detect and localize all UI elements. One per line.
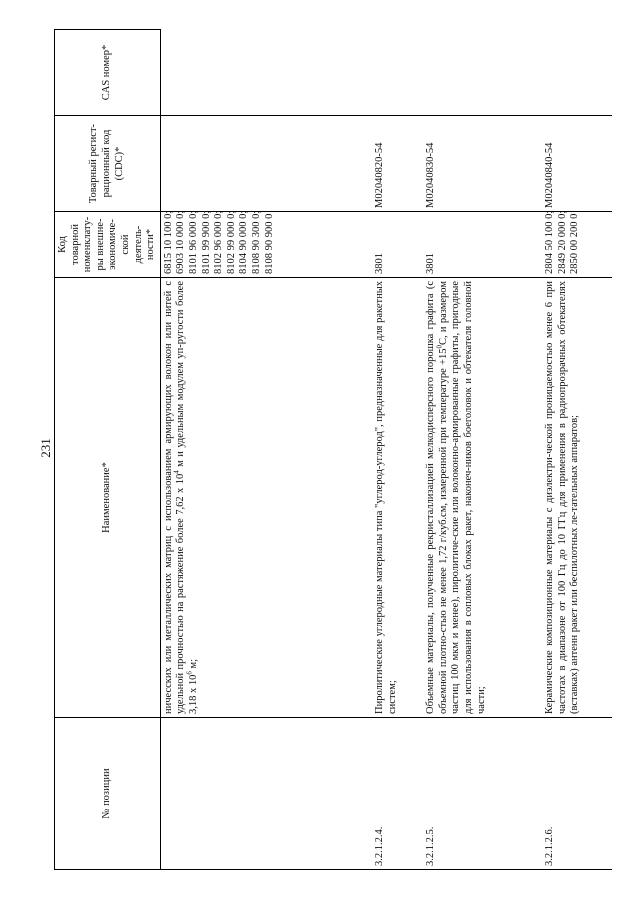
- row-position: [160, 718, 368, 870]
- row-cas: [374, 30, 419, 116]
- code-value: 8102 96 000 0;: [213, 210, 225, 274]
- row-position: 3.2.1.2.5.: [425, 826, 437, 866]
- code-value: 6815 10 100 0;: [162, 210, 174, 274]
- materials-table: [54, 29, 612, 870]
- row-codes: [374, 212, 419, 278]
- code-value: 3801: [374, 253, 386, 274]
- page-number: 231: [38, 438, 53, 458]
- row-cdc: [160, 116, 368, 212]
- row-position: 3.2.1.2.6.: [544, 826, 556, 866]
- row-name: Пиролитические углеродные материалы типа "углерод-углерод", предназначенные для ракетных систем;: [374, 278, 419, 718]
- code-value: 8108 90 900 0: [263, 213, 275, 274]
- row-cdc: M02040820-54: [374, 116, 419, 212]
- name-superscript: 4: [172, 470, 181, 474]
- table-row: [160, 30, 368, 870]
- code-value: 8102 99 000 0;: [225, 210, 237, 274]
- code-value: 2850 00 200 0: [569, 213, 581, 274]
- header-name: Наименование*: [55, 278, 161, 718]
- name-text: м;: [187, 658, 199, 672]
- row-name: [425, 278, 538, 718]
- code-value: 8104 90 000 0;: [238, 210, 250, 274]
- row-name: [160, 278, 368, 718]
- code-value: 2804 50 100 0;: [544, 210, 556, 274]
- row-codes: [425, 212, 538, 278]
- table-row: [374, 30, 419, 870]
- rotated-table-container: [54, 30, 612, 870]
- header-code: Код товарной номенклату-ры внешне-экономиче-ской деятель-ности*: [55, 212, 161, 278]
- code-value: 8101 96 000 0;: [187, 210, 199, 274]
- name-superscript: 0: [435, 345, 444, 349]
- code-value: 8101 99 900 0;: [200, 210, 212, 274]
- row-cdc: M02040830-54: [425, 116, 538, 212]
- code-value: 2849 20 000 0;: [556, 210, 568, 274]
- name-text: С, и размером частиц 100 мкм и менее), пиролитиче-ские или волоконно-армированные графиты, пригодные для использования в сопловых блоках ракет, наконеч-ников боеголовок и обтекателя головной части;: [437, 281, 487, 714]
- row-cas: [425, 30, 538, 116]
- header-cdc: Товарный регист-рационный код (CDC)*: [55, 116, 161, 212]
- header-position: № позиции: [55, 718, 161, 870]
- row-cas: [160, 30, 368, 116]
- table-row: [544, 30, 612, 870]
- row-position: 3.2.1.2.4.: [374, 826, 386, 866]
- name-text: ничесских или металлических матриц с использованием армирующих волокон или нитей с удельной прочностью на растяжение более 7,62 х 10: [162, 281, 187, 714]
- code-value: 8108 90 300 0;: [250, 210, 262, 274]
- name-text: м и удельным модулем уп-ругости более 3,18 х 10: [175, 281, 199, 714]
- row-cas: [544, 30, 612, 116]
- row-name: Керамические композиционные материалы с диэлектри-ческой проницаемостью менее 6 при частотах в диапазоне от 100 Гц до 10 ГГц для применения в радиопрозрачных обтекателях (вставках) антенн ракет или беспилотных ле-тательных аппаратов;: [544, 278, 612, 718]
- table-row: [425, 30, 538, 870]
- code-value: 6903 10 000 0;: [175, 210, 187, 274]
- row-cdc: M02040840-54: [544, 116, 612, 212]
- name-superscript: 6: [185, 671, 194, 675]
- name-text: Объемные материалы, полученные рекристаллизацией мелкодисперсного порошка графита (с объемной плотно-стью не менее 1,72 г/куб.см, измеренной при температуре +15: [425, 281, 449, 714]
- header-cas: CAS номер*: [55, 30, 161, 116]
- code-value: 3801: [425, 253, 437, 274]
- row-codes: [160, 212, 368, 278]
- table-header-row: [55, 30, 161, 870]
- row-codes: [544, 212, 612, 278]
